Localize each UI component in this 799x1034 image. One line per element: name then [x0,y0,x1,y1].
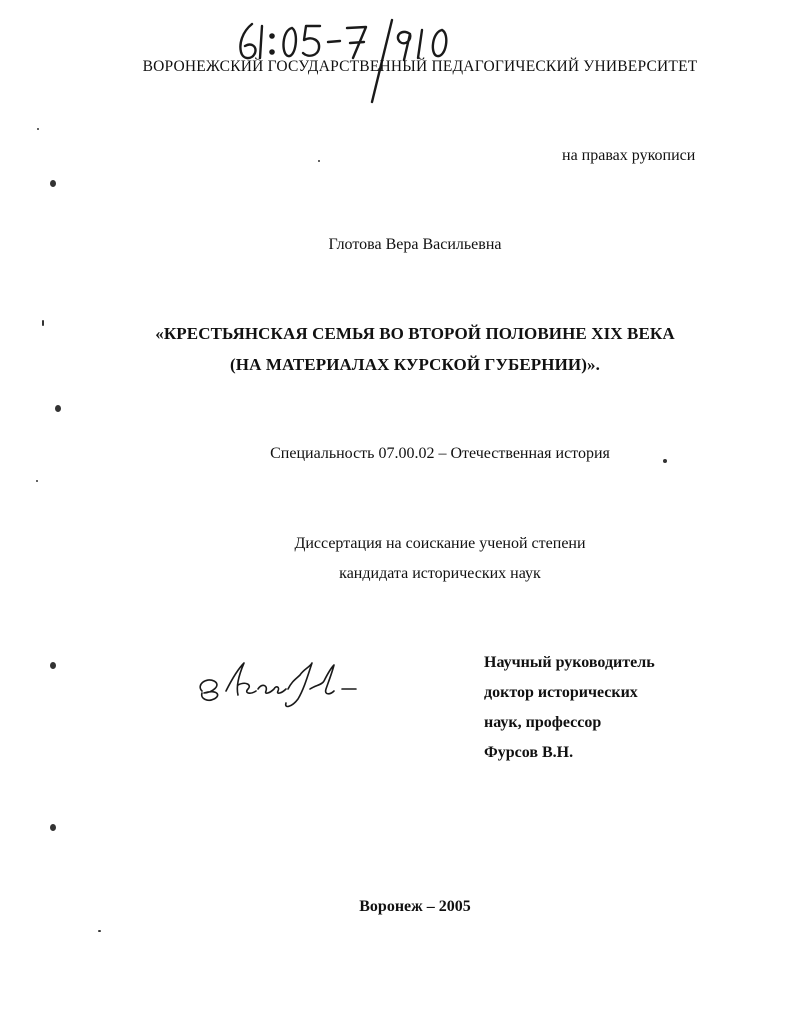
author-signature [192,655,372,715]
dissertation-title-line-1: «КРЕСТЬЯНСКАЯ СЕМЬЯ ВО ВТОРОЙ ПОЛОВИНЕ XIX ВЕКА [155,324,675,343]
scan-speck [36,480,38,482]
specialty-line: Специальность 07.00.02 – Отечественная история [270,445,610,462]
scan-speck [55,405,61,412]
supervisor-title: наук, профессор [484,714,602,731]
scan-speck [37,128,39,130]
scan-speck [50,662,56,669]
supervisor-degree: доктор исторических [484,684,638,701]
signature-handwriting [192,655,372,715]
scan-speck [663,459,667,463]
city-year: Воронеж – 2005 [359,898,471,915]
scan-speck [98,930,101,932]
scan-speck [42,320,44,326]
degree-line-2: кандидата исторических наук [339,565,541,582]
supervisor-label: Научный руководитель [484,654,655,671]
dissertation-title-line-2: (НА МАТЕРИАЛАХ КУРСКОЙ ГУБЕРНИИ)». [230,355,600,374]
author-name: Глотова Вера Васильевна [328,236,502,253]
university-name: ВОРОНЕЖСКИЙ ГОСУДАРСТВЕННЫЙ ПЕДАГОГИЧЕСКИЙ УНИВЕРСИТЕТ [142,58,698,75]
scan-speck [318,160,320,162]
scan-speck [50,824,56,831]
scan-speck [50,180,56,187]
supervisor-name: Фурсов В.Н. [484,744,574,761]
manuscript-note: на правах рукописи [562,147,696,164]
degree-line-1: Диссертация на соискание ученой степени [294,535,586,552]
